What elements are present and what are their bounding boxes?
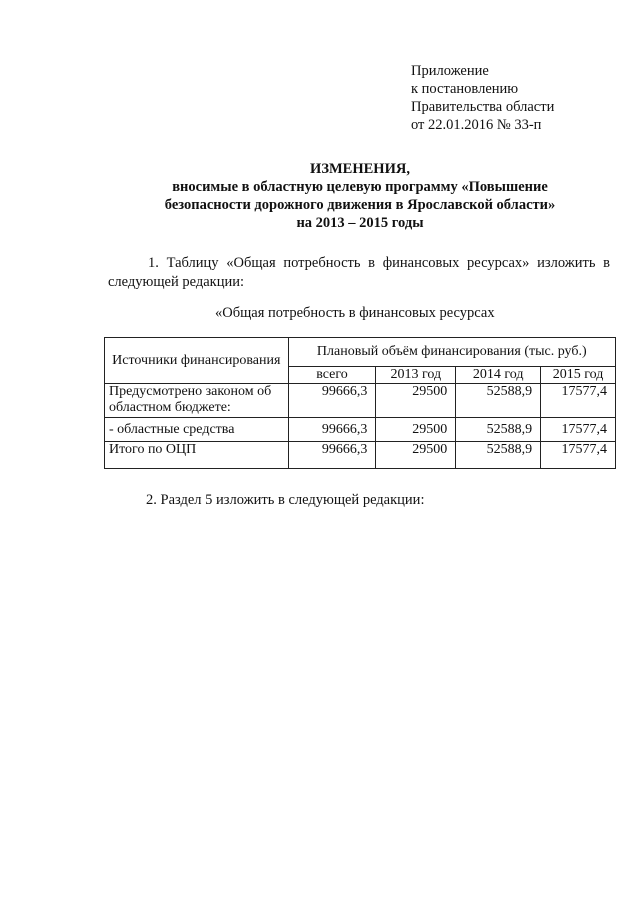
cell-2014: 52588,9	[456, 442, 541, 469]
cell-2013: 29500	[376, 418, 456, 442]
cell-2013: 29500	[376, 442, 456, 469]
table-row	[105, 384, 616, 418]
appendix-line: от 22.01.2016 № 33-п	[411, 117, 542, 133]
row-label: Итого по ОЦП	[105, 442, 289, 469]
appendix-header	[411, 62, 554, 134]
table-header-row	[105, 338, 616, 367]
cell-total: 99666,3	[288, 418, 376, 442]
row-label: Предусмотрено законом об областном бюджете:	[105, 384, 289, 418]
item-2-paragraph: 2. Раздел 5 изложить в следующей редакции:	[146, 492, 425, 508]
table-row	[105, 442, 616, 469]
cell-total: 99666,3	[288, 384, 376, 418]
cell-2014: 52588,9	[456, 384, 541, 418]
cell-2015: 17577,4	[541, 418, 616, 442]
subheader-2013: 2013 год	[376, 367, 456, 384]
cell-2015: 17577,4	[541, 442, 616, 469]
row-label: - областные средства	[105, 418, 289, 442]
cell-2014: 52588,9	[456, 418, 541, 442]
cell-2015: 17577,4	[541, 384, 616, 418]
cell-total: 99666,3	[288, 442, 376, 469]
appendix-line: Правительства области	[411, 99, 555, 115]
document-title	[0, 160, 640, 232]
table-row	[105, 418, 616, 442]
item-1-line: следующей редакции:	[108, 274, 245, 290]
item-1-paragraph	[108, 254, 610, 292]
title-line: вносимые в областную целевую программу «Повышение	[172, 179, 548, 195]
table-caption: «Общая потребность в финансовых ресурсах	[215, 305, 495, 321]
item-1-line: 1. Таблицу «Общая потребность в финансовых ресурсах» изложить в	[148, 255, 610, 271]
appendix-line: к постановлению	[411, 81, 519, 97]
subheader-2014: 2014 год	[456, 367, 541, 384]
appendix-line: Приложение	[411, 63, 489, 79]
subheader-total: всего	[288, 367, 376, 384]
header-plan: Плановый объём финансирования (тыс. руб.)	[288, 338, 615, 367]
title-line: безопасности дорожного движения в Ярославской области»	[164, 197, 556, 213]
header-sources: Источники финансирования	[105, 338, 289, 384]
subheader-2015: 2015 год	[541, 367, 616, 384]
cell-2013: 29500	[376, 384, 456, 418]
title-line: на 2013 – 2015 годы	[296, 215, 424, 231]
funding-table	[104, 337, 616, 469]
title-line: ИЗМЕНЕНИЯ,	[310, 161, 410, 177]
